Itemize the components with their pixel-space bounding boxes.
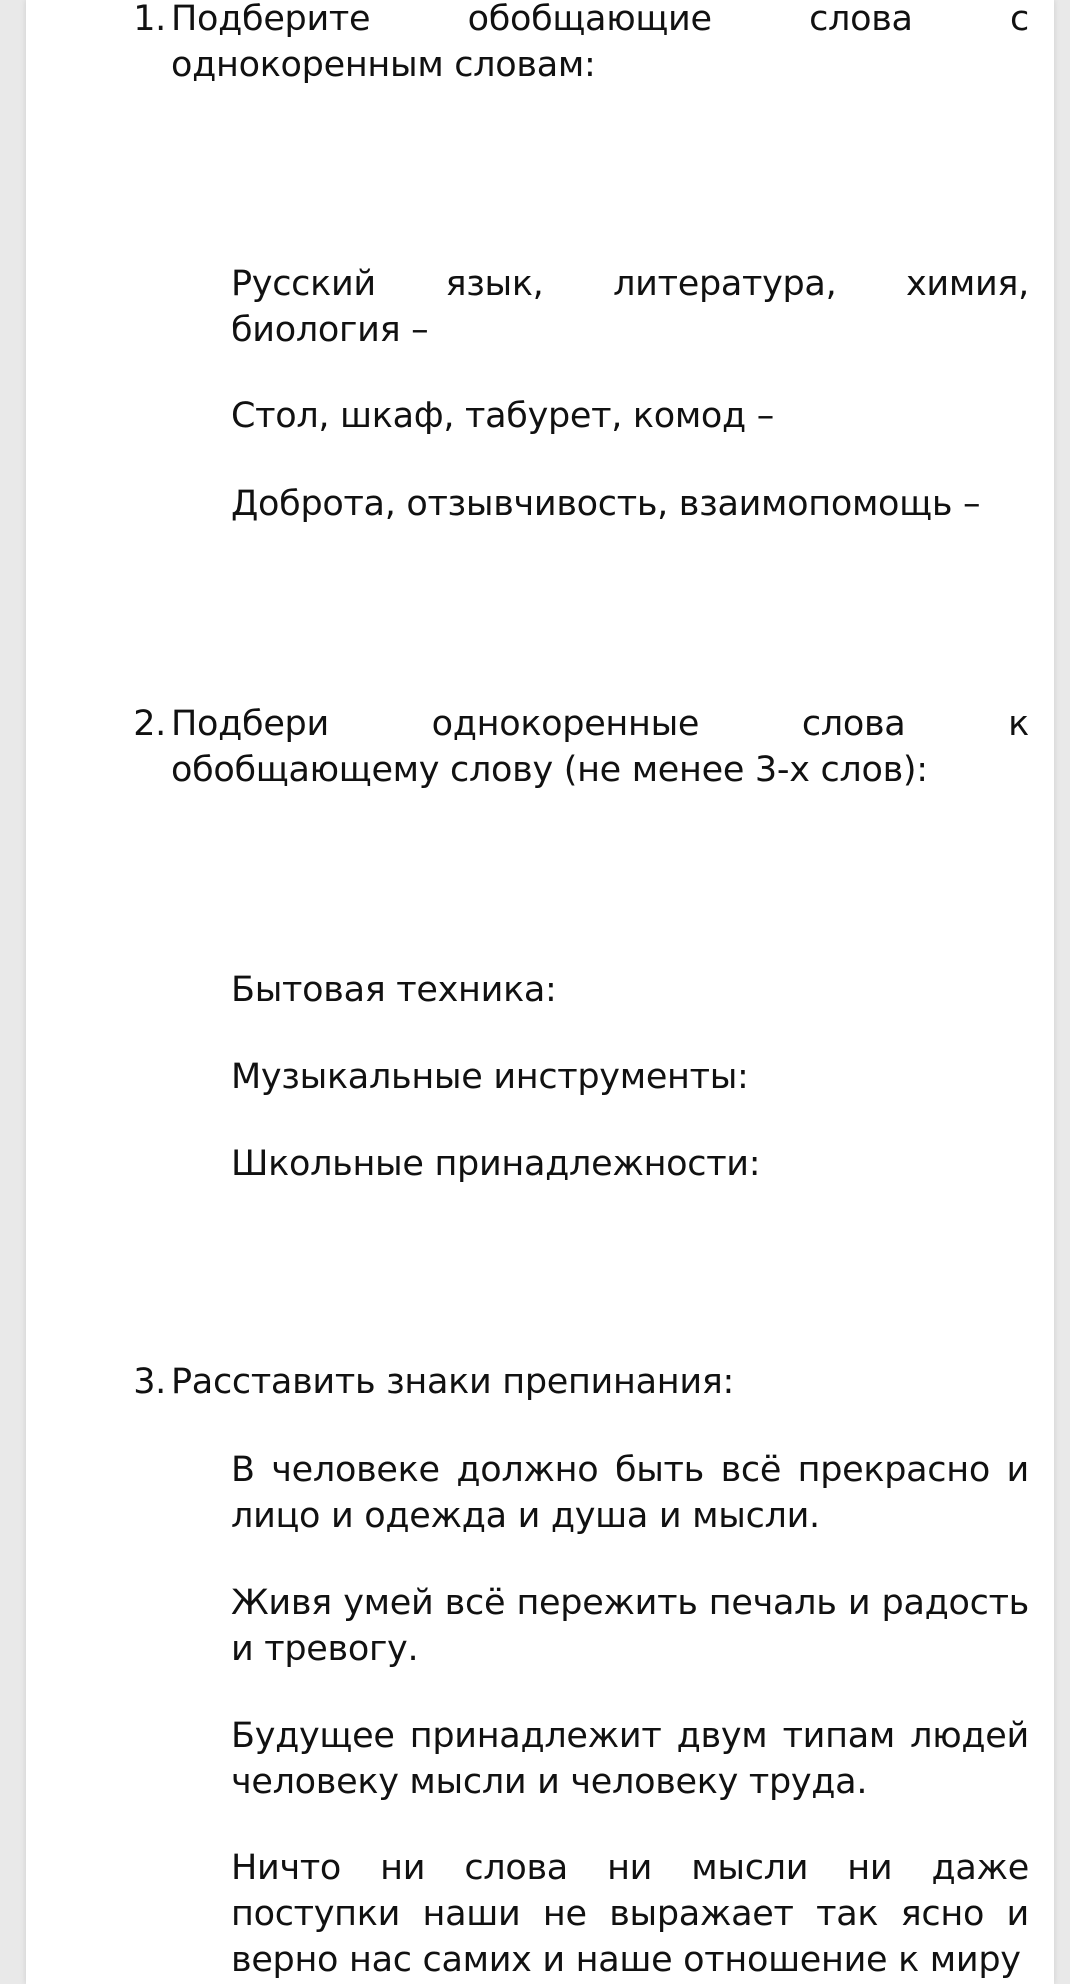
- task-number: 1.: [133, 0, 166, 39]
- task-1-item-1: Русский язык, литература, химия, биология –: [231, 264, 1029, 350]
- task-2-item-3: Школьные принадлежности:: [231, 1144, 761, 1184]
- task-1-item-3: Доброта, отзывчивость, взаимопомощь –: [231, 484, 981, 524]
- task-1-item-2: Стол, шкаф, табурет, комод –: [231, 396, 774, 436]
- task-number: 2.: [133, 704, 166, 744]
- task-3-item-1: В человеке должно быть всё прекрасно и лицо и одежда и душа и мысли.: [231, 1450, 1029, 1536]
- task-2: [133, 701, 1029, 793]
- task-1: [133, 0, 1029, 88]
- task-3-item-2: Живя умей всё пережить печаль и радость и тревогу.: [231, 1583, 1029, 1669]
- task-instruction: Подбери однокоренные слова к обобщающему слову (не менее 3-х слов):: [171, 704, 1029, 790]
- task-3-item-4: Ничто ни слова ни мысли ни даже поступки наши не выражает так ясно и верно нас самих и наше отношение к миру: [231, 1848, 1029, 1980]
- task-3-item-3: Будущее принадлежит двум типам людей человеку мысли и человеку труда.: [231, 1716, 1029, 1802]
- task-instruction: Расставить знаки препинания:: [171, 1362, 735, 1402]
- task-2-item-2: Музыкальные инструменты:: [231, 1057, 749, 1097]
- task-3: [133, 1359, 1029, 1405]
- task-2-item-1: Бытовая техника:: [231, 970, 557, 1010]
- task-number: 3.: [133, 1362, 166, 1402]
- task-instruction: Подберите обобщающие слова с однокоренным словам:: [171, 0, 1029, 85]
- document-page: [26, 0, 1054, 1984]
